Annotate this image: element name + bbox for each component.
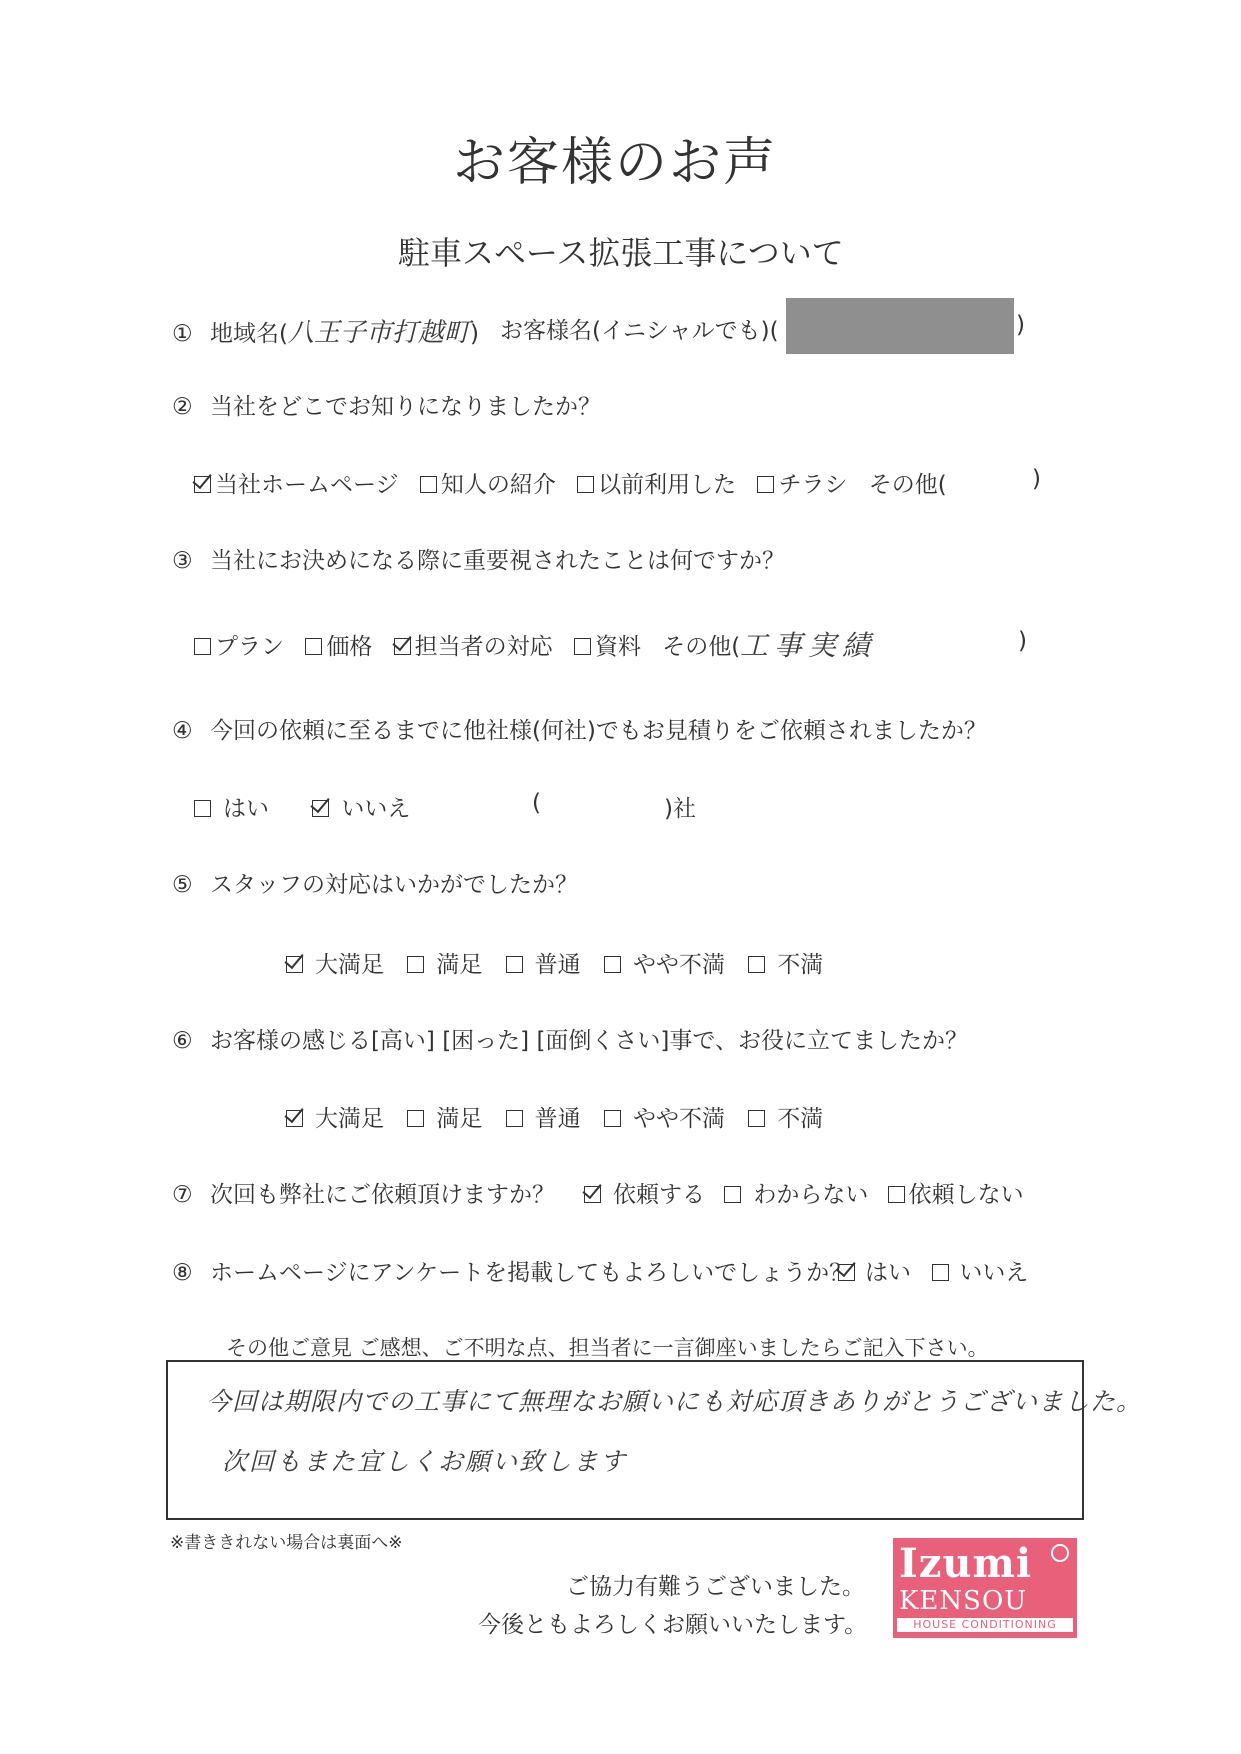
checkbox[interactable] (724, 1186, 741, 1203)
thanks-line-1: ご協力有難うございました。 (566, 1574, 865, 1600)
checkbox-checked[interactable] (286, 1110, 303, 1127)
customer-name-redaction (786, 298, 1014, 354)
q2-option-previous[interactable]: 以前利用した (577, 472, 736, 498)
q5-option-very-satisfied[interactable]: 大満足 (286, 952, 384, 978)
q3-other-label: その他( (662, 634, 741, 660)
q1-name-label: お客様名(イニシャルでも)( (500, 318, 779, 344)
q5-option-somewhat-unsatisfied[interactable]: やや不満 (604, 952, 725, 978)
q8-number: ⑧ (172, 1260, 193, 1286)
q1-area-close: ) (469, 321, 479, 347)
q5-question (172, 866, 578, 899)
checkbox[interactable] (574, 638, 591, 655)
q4-count-close: )社 (664, 796, 696, 822)
q6-option-unsatisfied[interactable]: 不満 (748, 1106, 823, 1132)
q4-options (194, 790, 410, 823)
q6-text: お客様の感じる[高い] [困った] [面倒くさい]事で、お役に立てましたか？ (209, 1028, 968, 1054)
checkbox-checked[interactable] (394, 638, 411, 655)
q3-option-materials[interactable]: 資料 (574, 634, 641, 660)
checkbox[interactable] (888, 1186, 905, 1203)
q5-number: ⑤ (172, 872, 193, 898)
q3-text: 当社にお決めになる際に重要視されたことは何ですか？ (209, 548, 785, 574)
q6-option-normal[interactable]: 普通 (506, 1106, 581, 1132)
checkbox-checked[interactable] (194, 476, 211, 493)
q4-text: 今回の依頼に至るまでに他社様(何社)でもお見積りをご依頼されましたか？ (209, 718, 987, 744)
q6-number: ⑥ (172, 1028, 193, 1054)
checkbox-checked[interactable] (584, 1186, 601, 1203)
q6-option-somewhat-unsatisfied[interactable]: やや不満 (604, 1106, 725, 1132)
q7-text: 次回も弊社にご依頼頂けますか？ (209, 1182, 555, 1208)
page-title: お客様のお声 (453, 133, 778, 193)
q6-options (286, 1100, 823, 1133)
q7-option-will-request[interactable]: 依頼する (584, 1182, 705, 1208)
q8-option-no[interactable]: いいえ (932, 1260, 1028, 1286)
q2-options (194, 466, 947, 499)
q6-option-very-satisfied[interactable]: 大満足 (286, 1106, 384, 1132)
q3-question (172, 542, 785, 575)
q8-text: ホームページにアンケートを掲載してもよろしいでしょうか？ (209, 1260, 853, 1286)
comment-line-1: 今回は期限内での工事にて無理なお願いにも対応頂きありがとうございました。 (206, 1387, 1143, 1416)
checkbox[interactable] (757, 476, 774, 493)
q3-option-staff[interactable]: 担当者の対応 (394, 634, 553, 660)
checkbox[interactable] (604, 1110, 621, 1127)
q7-options (584, 1176, 1024, 1209)
checkbox[interactable] (407, 1110, 424, 1127)
q3-other-value[interactable]: 工事実績 (740, 629, 877, 662)
q1-area-value[interactable]: 八王子市打越町 (287, 318, 470, 348)
q2-other-label: その他( (868, 472, 947, 498)
page-subtitle: 駐車スペース拡張工事について (398, 234, 844, 272)
q8-option-yes[interactable]: はい (838, 1260, 911, 1286)
q2-option-homepage[interactable]: 当社ホームページ (194, 472, 399, 498)
q7-number: ⑦ (172, 1182, 193, 1208)
checkbox[interactable] (305, 638, 322, 655)
q5-option-satisfied[interactable]: 満足 (407, 952, 482, 978)
q5-options (286, 946, 823, 979)
comment-line-2: 次回もまた宜しくお願い致します (222, 1447, 628, 1476)
q4-count-open: ( (532, 790, 541, 816)
q2-other-close: ) (1032, 466, 1041, 492)
q2-option-referral[interactable]: 知人の紹介 (420, 472, 556, 498)
comment-prompt: その他ご意見 ご感想、ご不明な点、担当者に一言御座いましたらご記入下さい。 (226, 1336, 989, 1360)
logo-izumi: Izumi (899, 1540, 1033, 1587)
q1-number: ① (172, 321, 193, 347)
q7-question (172, 1176, 555, 1209)
q6-option-satisfied[interactable]: 満足 (407, 1106, 482, 1132)
q8-question (172, 1254, 852, 1287)
q8-options (838, 1254, 1028, 1287)
checkbox[interactable] (506, 956, 523, 973)
checkbox-checked[interactable] (312, 800, 329, 817)
checkbox[interactable] (407, 956, 424, 973)
checkbox[interactable] (932, 1264, 949, 1281)
q3-option-plan[interactable]: プラン (194, 634, 284, 660)
q4-number: ④ (172, 718, 193, 744)
q7-option-unsure[interactable]: わからない (724, 1182, 868, 1208)
sun-icon (1051, 1544, 1069, 1562)
checkbox[interactable] (748, 1110, 765, 1127)
thanks-line-2: 今後ともよろしくお願いいたします。 (478, 1612, 868, 1638)
q2-question (172, 388, 601, 421)
logo-tagline: HOUSE CONDITIONING (897, 1618, 1073, 1632)
q3-option-price[interactable]: 価格 (305, 634, 372, 660)
checkbox[interactable] (506, 1110, 523, 1127)
checkbox[interactable] (604, 956, 621, 973)
logo-kensou: KENSOU (899, 1586, 1028, 1616)
checkbox[interactable] (748, 956, 765, 973)
q5-option-normal[interactable]: 普通 (506, 952, 581, 978)
q3-options (194, 628, 740, 661)
q1-area-label: 地域名( (209, 321, 288, 347)
q1-name-close: ) (1016, 312, 1025, 338)
checkbox-checked[interactable] (838, 1264, 855, 1281)
q5-text: スタッフの対応はいかがでしたか？ (209, 872, 578, 898)
checkbox[interactable] (194, 638, 211, 655)
q5-option-unsatisfied[interactable]: 不満 (748, 952, 823, 978)
q3-other-close: ) (1018, 628, 1027, 654)
q2-number: ② (172, 394, 193, 420)
q6-question (172, 1022, 968, 1055)
q4-question (172, 712, 987, 745)
q7-option-will-not-request[interactable]: 依頼しない (888, 1182, 1024, 1208)
q2-text: 当社をどこでお知りになりましたか？ (209, 394, 601, 420)
q1-row (172, 312, 479, 349)
q4-option-yes[interactable]: はい (194, 796, 269, 822)
q2-option-flyer[interactable]: チラシ (757, 472, 847, 498)
q3-number: ③ (172, 548, 193, 574)
checkbox[interactable] (420, 476, 437, 493)
checkbox[interactable] (194, 800, 211, 817)
company-logo (893, 1538, 1077, 1638)
q4-option-no[interactable]: いいえ (312, 796, 410, 822)
checkbox-checked[interactable] (286, 956, 303, 973)
checkbox[interactable] (577, 476, 594, 493)
overflow-note: ※書ききれない場合は裏面へ※ (170, 1533, 403, 1553)
